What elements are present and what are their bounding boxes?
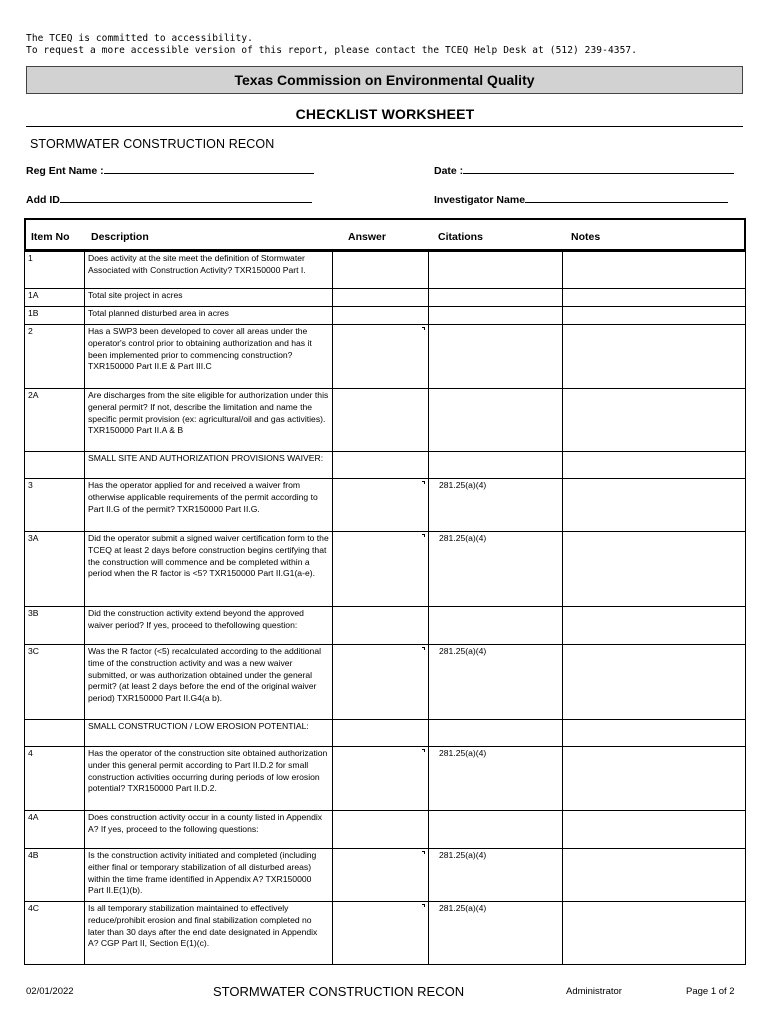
notes-cell[interactable] bbox=[563, 389, 746, 451]
footer-page: Page 1 of 2 bbox=[686, 986, 735, 997]
table-row bbox=[24, 902, 746, 965]
add-id-line bbox=[60, 192, 312, 203]
description-cell: Total site project in acres bbox=[85, 289, 333, 306]
description-cell: Was the R factor (<5) recalculated according to the additional time of the construction activity and was a new waiver submitted, or was authorization obtained under the general permit? (at least 2 days before the end of the original waiver period) TXR150000 Part II.G4(a b). bbox=[85, 645, 333, 719]
answer-cell[interactable] bbox=[333, 252, 429, 288]
item-number-cell: 4C bbox=[24, 902, 85, 964]
item-number-cell: 3A bbox=[24, 532, 85, 606]
notes-cell[interactable] bbox=[563, 607, 746, 644]
table-row bbox=[24, 307, 746, 325]
reg-ent-name-line bbox=[104, 163, 314, 174]
footer-form-name: STORMWATER CONSTRUCTION RECON bbox=[213, 984, 465, 999]
item-number-cell: 4 bbox=[24, 747, 85, 810]
form-name: STORMWATER CONSTRUCTION RECON bbox=[30, 137, 275, 151]
description-cell: Has a SWP3 been developed to cover all areas under the operator's control prior to obtaining authorization and has it been implemented prior to commencing construction? TXR150000 Part II.E & Part III.C bbox=[85, 325, 333, 388]
item-number-cell: 3 bbox=[24, 479, 85, 531]
answer-cell[interactable] bbox=[333, 902, 429, 964]
field-marker-icon bbox=[422, 534, 425, 537]
answer-cell[interactable] bbox=[333, 325, 429, 388]
answer-cell[interactable] bbox=[333, 747, 429, 810]
field-marker-icon bbox=[422, 647, 425, 650]
notes-cell[interactable] bbox=[563, 252, 746, 288]
footer-date: 02/01/2022 bbox=[26, 986, 74, 997]
notes-cell[interactable] bbox=[563, 479, 746, 531]
document-title: CHECKLIST WORKSHEET bbox=[295, 106, 475, 122]
field-marker-icon bbox=[422, 481, 425, 484]
notes-cell[interactable] bbox=[563, 720, 746, 746]
description-cell: Does activity at the site meet the definition of Stormwater Associated with Construction Activity? TXR150000 Part I. bbox=[85, 252, 333, 288]
table-row bbox=[24, 607, 746, 645]
table-header bbox=[24, 218, 746, 251]
description-cell: Is all temporary stabilization maintained to effectively reduce/prohibit erosion and final stabilization completed no later than 30 days after the end date designated in Appendix A? CGP Part II, Section E(1)(c). bbox=[85, 902, 333, 964]
answer-cell[interactable] bbox=[333, 720, 429, 746]
citation-cell bbox=[429, 252, 563, 288]
header-item-no: Item No bbox=[31, 231, 70, 243]
table-row bbox=[24, 747, 746, 811]
investigator-field bbox=[434, 192, 728, 206]
table-row bbox=[24, 720, 746, 747]
table-row bbox=[24, 452, 746, 479]
answer-cell[interactable] bbox=[333, 645, 429, 719]
item-number-cell: 3B bbox=[24, 607, 85, 644]
notes-cell[interactable] bbox=[563, 289, 746, 306]
investigator-line bbox=[525, 192, 728, 203]
date-field bbox=[434, 163, 734, 177]
answer-cell[interactable] bbox=[333, 307, 429, 324]
description-cell: SMALL SITE AND AUTHORIZATION PROVISIONS WAIVER: bbox=[85, 452, 333, 478]
notes-cell[interactable] bbox=[563, 849, 746, 901]
citation-cell bbox=[429, 289, 563, 306]
item-number-cell: 1A bbox=[24, 289, 85, 306]
header-answer: Answer bbox=[348, 231, 386, 243]
table-row bbox=[24, 479, 746, 532]
citation-cell bbox=[429, 307, 563, 324]
accessibility-line-1: The TCEQ is committed to accessibility. bbox=[26, 33, 253, 44]
add-id-label: Add ID bbox=[26, 194, 60, 206]
table-row bbox=[24, 389, 746, 452]
field-marker-icon bbox=[422, 749, 425, 752]
footer-role: Administrator bbox=[566, 986, 622, 997]
description-cell: Does construction activity occur in a county listed in Appendix A? If yes, proceed to the following questions: bbox=[85, 811, 333, 848]
citation-cell bbox=[429, 607, 563, 644]
agency-banner: Texas Commission on Environmental Quality bbox=[26, 66, 743, 94]
citation-cell bbox=[429, 325, 563, 388]
description-cell: Did the operator submit a signed waiver certification form to the TCEQ at least 2 days before construction begins certifying that the construction will commence and be completed within a period when the R factor is <5? TXR150000 Part II.G1(a-e). bbox=[85, 532, 333, 606]
item-number-cell: 4A bbox=[24, 811, 85, 848]
description-cell: Has the operator of the construction site obtained authorization under this general permit according to Part II.D.2 for small construction activities occurring during periods of low erosion potential? TXR150000 Part II.D.2. bbox=[85, 747, 333, 810]
description-cell: SMALL CONSTRUCTION / LOW EROSION POTENTIAL: bbox=[85, 720, 333, 746]
item-number-cell: 4B bbox=[24, 849, 85, 901]
header-description: Description bbox=[91, 231, 149, 243]
description-cell: Did the construction activity extend beyond the approved waiver period? If yes, proceed to thefollowing question: bbox=[85, 607, 333, 644]
header-notes: Notes bbox=[571, 231, 601, 243]
table-row bbox=[24, 251, 746, 289]
accessibility-line-2: To request a more accessible version of this report, please contact the TCEQ Help Desk at (512) 239-4357. bbox=[26, 45, 638, 56]
title-divider bbox=[26, 126, 743, 127]
item-number-cell: 2 bbox=[24, 325, 85, 388]
citation-cell bbox=[429, 452, 563, 478]
field-marker-icon bbox=[422, 851, 425, 854]
citation-cell: 281.25(a)(4) bbox=[429, 645, 563, 719]
item-number-cell bbox=[24, 452, 85, 478]
answer-cell[interactable] bbox=[333, 849, 429, 901]
description-cell: Is the construction activity initiated and completed (including either final or temporary stabilization of all disturbed areas) within the time frame identified in Appendix A? TXR150000 Part II.E(1)(b). bbox=[85, 849, 333, 901]
notes-cell[interactable] bbox=[563, 902, 746, 964]
citation-cell bbox=[429, 720, 563, 746]
item-number-cell bbox=[24, 720, 85, 746]
notes-cell[interactable] bbox=[563, 811, 746, 848]
table-row bbox=[24, 645, 746, 720]
description-cell: Total planned disturbed area in acres bbox=[85, 307, 333, 324]
notes-cell[interactable] bbox=[563, 532, 746, 606]
date-label: Date : bbox=[434, 165, 464, 177]
item-number-cell: 2A bbox=[24, 389, 85, 451]
notes-cell[interactable] bbox=[563, 307, 746, 324]
answer-cell[interactable] bbox=[333, 811, 429, 848]
add-id-field bbox=[26, 192, 312, 206]
item-number-cell: 1 bbox=[24, 252, 85, 288]
citation-cell: 281.25(a)(4) bbox=[429, 532, 563, 606]
date-line bbox=[463, 163, 734, 174]
answer-cell[interactable] bbox=[333, 607, 429, 644]
table-row bbox=[24, 325, 746, 389]
answer-cell[interactable] bbox=[333, 289, 429, 306]
accessibility-note bbox=[26, 33, 637, 57]
table-row bbox=[24, 289, 746, 307]
header-citations: Citations bbox=[438, 231, 483, 243]
citation-cell: 281.25(a)(4) bbox=[429, 747, 563, 810]
reg-ent-name-field bbox=[26, 163, 314, 177]
citation-cell: 281.25(a)(4) bbox=[429, 849, 563, 901]
table-row bbox=[24, 849, 746, 902]
citation-cell: 281.25(a)(4) bbox=[429, 479, 563, 531]
description-cell: Has the operator applied for and received a waiver from otherwise applicable requirements of the permit according to Part II.G of the permit? TXR150000 Part II.G. bbox=[85, 479, 333, 531]
table-row bbox=[24, 811, 746, 849]
reg-ent-name-label: Reg Ent Name : bbox=[26, 165, 104, 177]
notes-cell[interactable] bbox=[563, 325, 746, 388]
answer-cell[interactable] bbox=[333, 479, 429, 531]
item-number-cell: 1B bbox=[24, 307, 85, 324]
table-row bbox=[24, 532, 746, 607]
notes-cell[interactable] bbox=[563, 452, 746, 478]
citation-cell bbox=[429, 389, 563, 451]
description-cell: Are discharges from the site eligible for authorization under this general permit? If not, describe the limitation and name the specific permit provision (ex: agricultural/oil and gas activities). TXR150000 Part II.A & B bbox=[85, 389, 333, 451]
citation-cell bbox=[429, 811, 563, 848]
field-marker-icon bbox=[422, 327, 425, 330]
answer-cell[interactable] bbox=[333, 389, 429, 451]
answer-cell[interactable] bbox=[333, 532, 429, 606]
investigator-label: Investigator Name bbox=[434, 194, 526, 206]
field-marker-icon bbox=[422, 904, 425, 907]
item-number-cell: 3C bbox=[24, 645, 85, 719]
notes-cell[interactable] bbox=[563, 645, 746, 719]
answer-cell[interactable] bbox=[333, 452, 429, 478]
notes-cell[interactable] bbox=[563, 747, 746, 810]
citation-cell: 281.25(a)(4) bbox=[429, 902, 563, 964]
